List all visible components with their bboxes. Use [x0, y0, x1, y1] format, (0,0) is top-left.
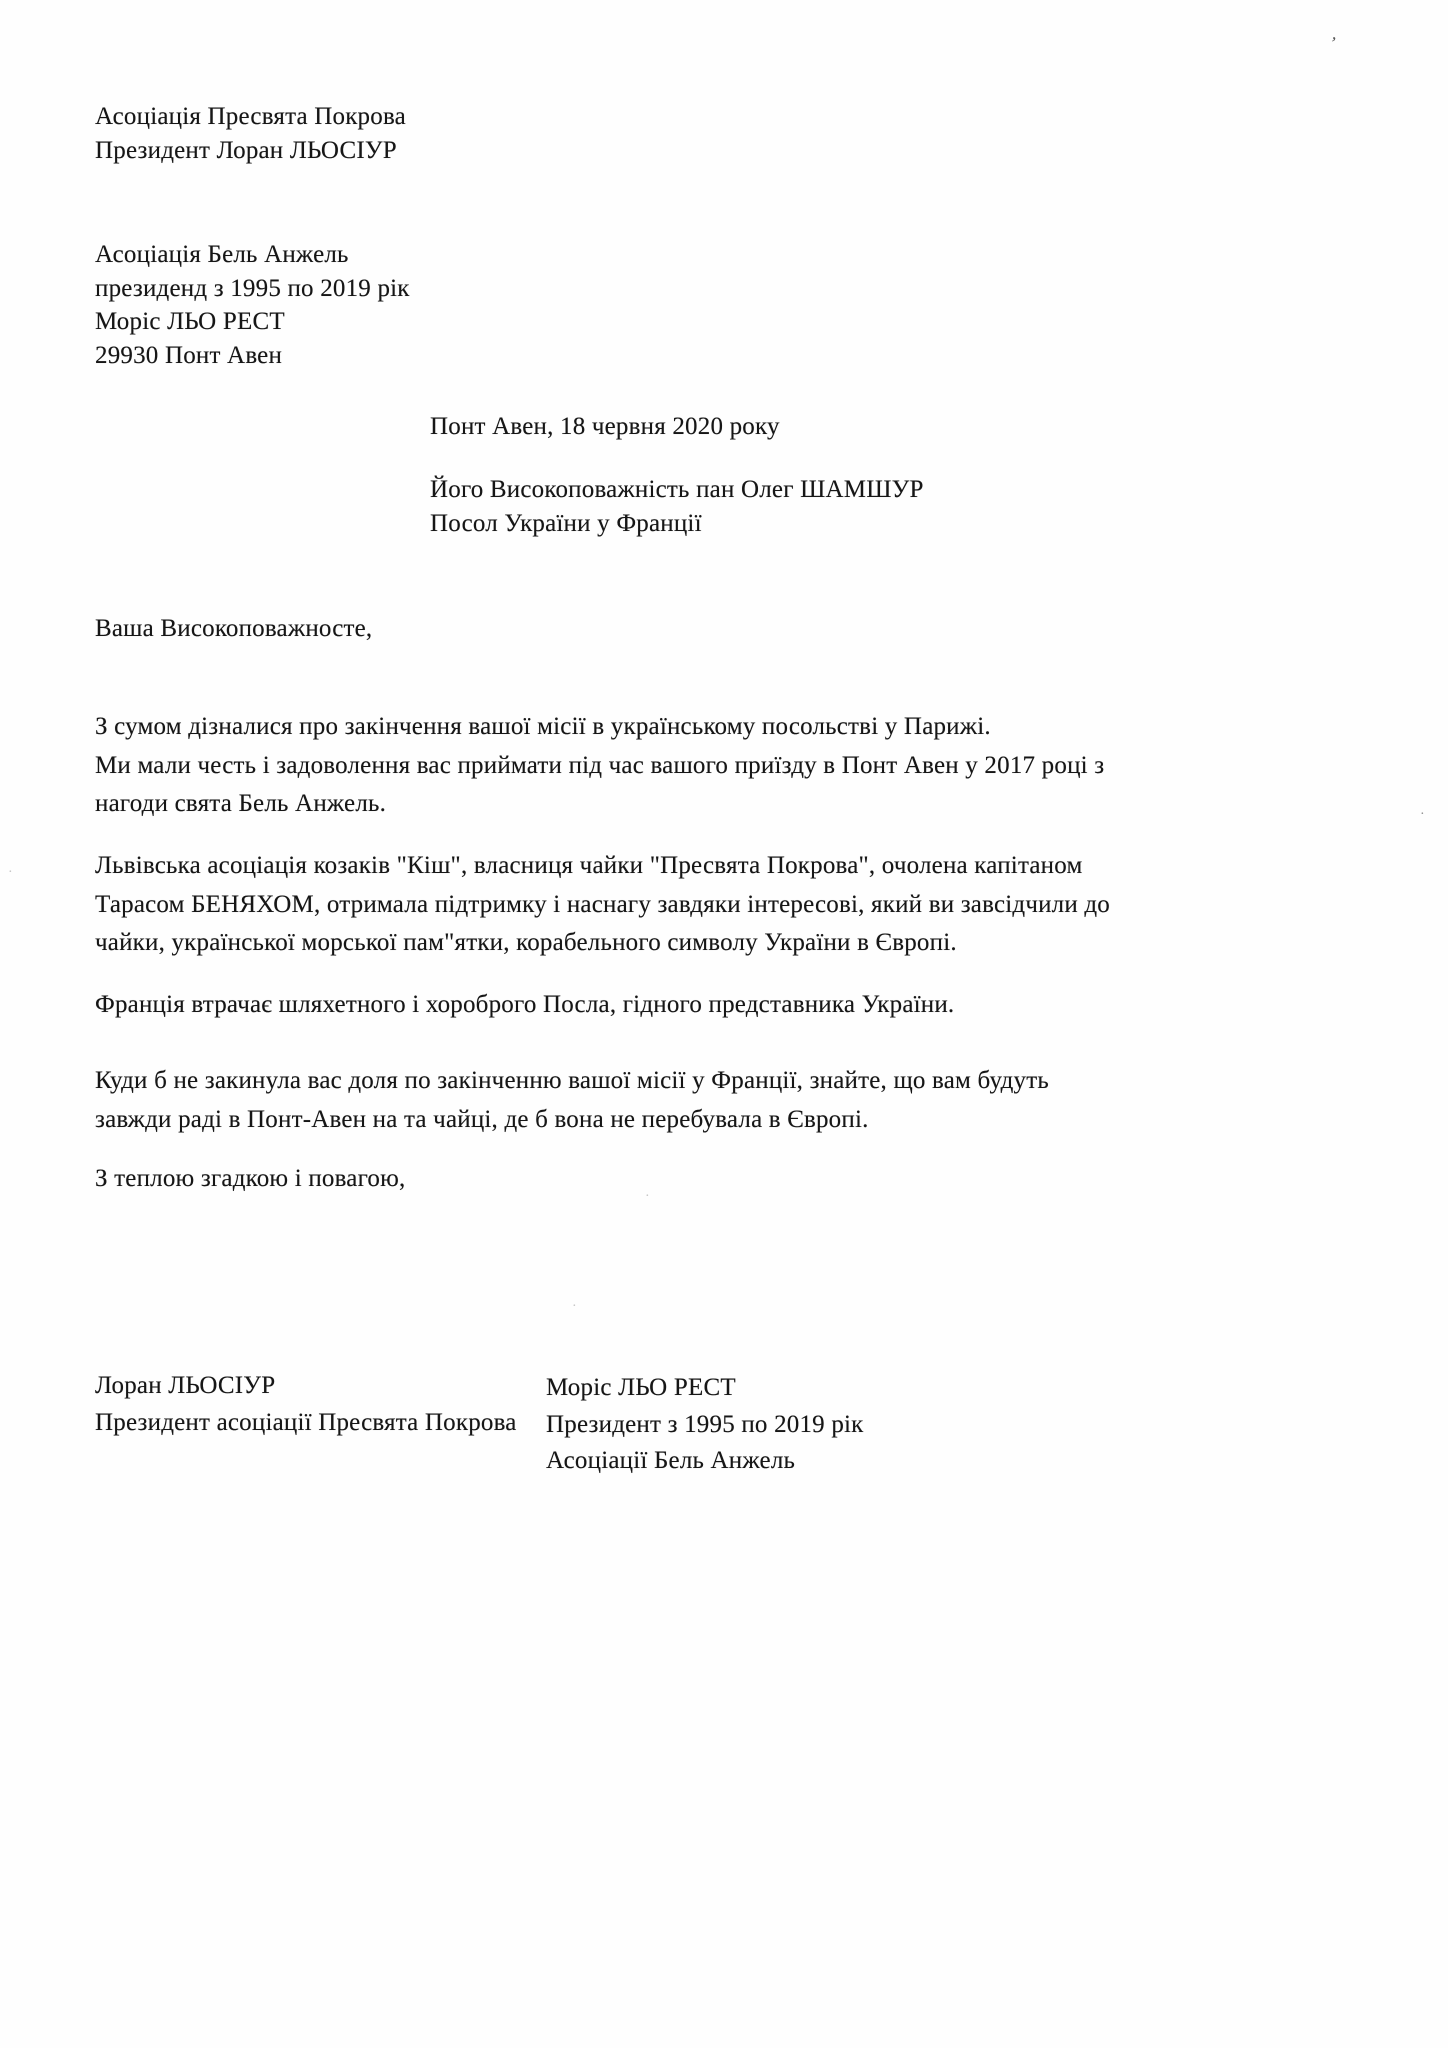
closing: З теплою згадкою і повагою,: [95, 1165, 406, 1192]
paragraph-2: [95, 847, 1110, 963]
paragraph-line: завжди раді в Понт-Авен на та чайці, де б вона не перебувала в Європі.: [95, 1105, 869, 1133]
recipient-line: Посол України у Франції: [430, 509, 702, 537]
paragraph-line: нагоди свята Бель Анжель.: [95, 790, 387, 817]
paragraph-3: [95, 986, 954, 1025]
signature-name: Лоран ЛЬОСІУР: [95, 1372, 276, 1399]
scan-speck: ·: [1420, 807, 1425, 822]
recipient-line: Його Високоповажність пан Олег ШАМШУР: [430, 476, 924, 503]
dateline-block: [430, 410, 780, 444]
scan-speck: ·: [572, 1299, 577, 1314]
recipient-block: [430, 473, 924, 540]
sender-secondary-block: [95, 238, 410, 372]
sender-primary-line: Президент Лоран ЛЬОСІУР: [95, 136, 397, 164]
signature-title: Президент з 1995 по 2019 рік: [546, 1410, 864, 1438]
sender-secondary-line: Моріс ЛЬО РЕСТ: [95, 308, 285, 335]
sender-secondary-line: президенд з 1995 по 2019 рік: [95, 274, 410, 302]
paragraph-line: З сумом дізналися про закінчення вашої місії в українському посольстві у Парижі.: [95, 713, 991, 740]
signature-left-block: [95, 1368, 517, 1441]
scan-speck: ʼ: [1327, 32, 1339, 54]
paragraph-line: Ми мали честь і задоволення вас приймати під час вашого приїзду в Понт Авен у 2017 році з: [95, 751, 1105, 779]
sender-primary-block: [95, 100, 406, 167]
signature-name: Моріс ЛЬО РЕСТ: [546, 1374, 736, 1401]
sender-secondary-line: 29930 Понт Авен: [95, 341, 283, 369]
signature-title: Президент асоціації Пресвята Покрова: [95, 1408, 517, 1436]
scan-speck: ·: [8, 865, 13, 880]
paragraph-line: Куди б не закинула вас доля по закінченню вашої місії у Франції, знайте, що вам будуть: [95, 1067, 1049, 1094]
sender-primary-line: Асоціація Пресвята Покрова: [95, 103, 406, 130]
paragraph-4: [95, 1062, 1049, 1139]
paragraph-line: Львівська асоціація козаків "Кіш", власниця чайки "Пресвята Покрова", очолена капітаном: [95, 852, 1083, 879]
paragraph-1: [95, 708, 1104, 824]
paragraph-line: чайки, української морської пам"ятки, корабельного символу України в Європі.: [95, 929, 957, 956]
signature-org: Асоціації Бель Анжель: [546, 1447, 796, 1474]
salutation: Ваша Високоповажносте,: [95, 615, 373, 642]
scan-speck: ·: [645, 1189, 650, 1204]
dateline: Понт Авен, 18 червня 2020 року: [430, 413, 780, 440]
sender-secondary-line: Асоціація Бель Анжель: [95, 241, 349, 268]
signature-right-block: [546, 1370, 864, 1480]
paragraph-line: Тарасом БЕНЯХОМ, отримала підтримку і наснагу завдяки інтересові, який ви завсідчили до: [95, 890, 1110, 918]
paragraph-line: Франція втрачає шляхетного і хороброго Посла, гідного представника України.: [95, 991, 955, 1018]
